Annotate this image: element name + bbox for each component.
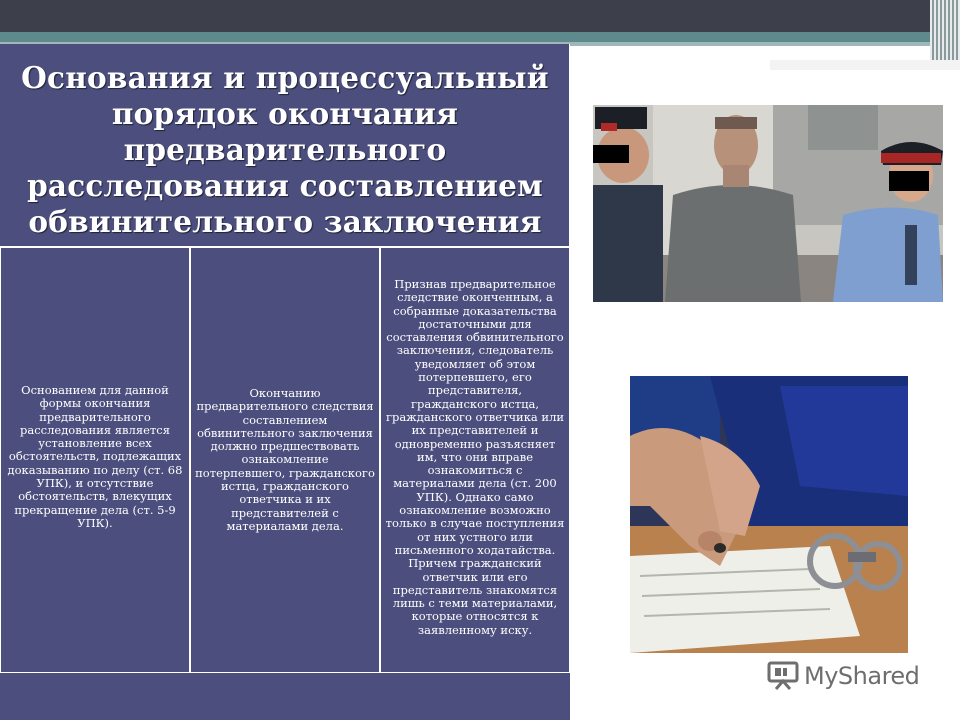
title-panel xyxy=(0,44,570,246)
top-accent-band xyxy=(0,32,960,42)
watermark-brand: MyShared xyxy=(804,662,920,690)
table-column-3 xyxy=(380,247,570,673)
top-band xyxy=(0,0,960,32)
police-escort-photo xyxy=(593,105,943,302)
panel-bottom xyxy=(0,673,570,720)
header-shadow xyxy=(770,60,960,70)
presentation-icon xyxy=(766,659,800,693)
corner-stripes-decoration xyxy=(930,0,960,60)
fingerprinting-photo xyxy=(630,376,908,653)
column-3-text: Признав предварительное следствие оконченным, а собранные доказательства достаточными для составления обвинительного заключения, следователь уведомляет об этом потерпевшего, его представителя, гражданского истца, гражданского ответчика или их представителей и одновременно разъясняет им, что они вправе ознакомиться с материалами дела (ст. 200 УПК). Однако само ознакомление возможно только в случае поступления от них устного или письменного ходатайства. Причем гражданский ответчик или его представитель знакомятся лишь с теми материалами, которые относятся к заявленному иску. xyxy=(385,277,565,637)
table-column-1 xyxy=(0,247,190,673)
slide-title: Основания и процессуальный порядок окончания предварительного расследования составлением обвинительного заключения xyxy=(21,60,549,239)
table-column-2 xyxy=(190,247,380,673)
column-2-text: Окончанию предварительного следствия составлением обвинительного заключения должно предшествовать ознакомление потерпевшего, гражданского истца, гражданского ответчика и их представителей с материалами дела. xyxy=(195,386,375,533)
column-1-text: Основанием для данной формы окончания предварительного расследования является установление всех обстоятельств, подлежащих доказыванию по делу (ст. 68 УПК), и отсутствие обстоятельств, влекущих прекращение дела (ст. 5-9 УПК). xyxy=(7,383,183,530)
myshared-watermark xyxy=(766,658,919,694)
top-white-bar xyxy=(578,50,888,54)
